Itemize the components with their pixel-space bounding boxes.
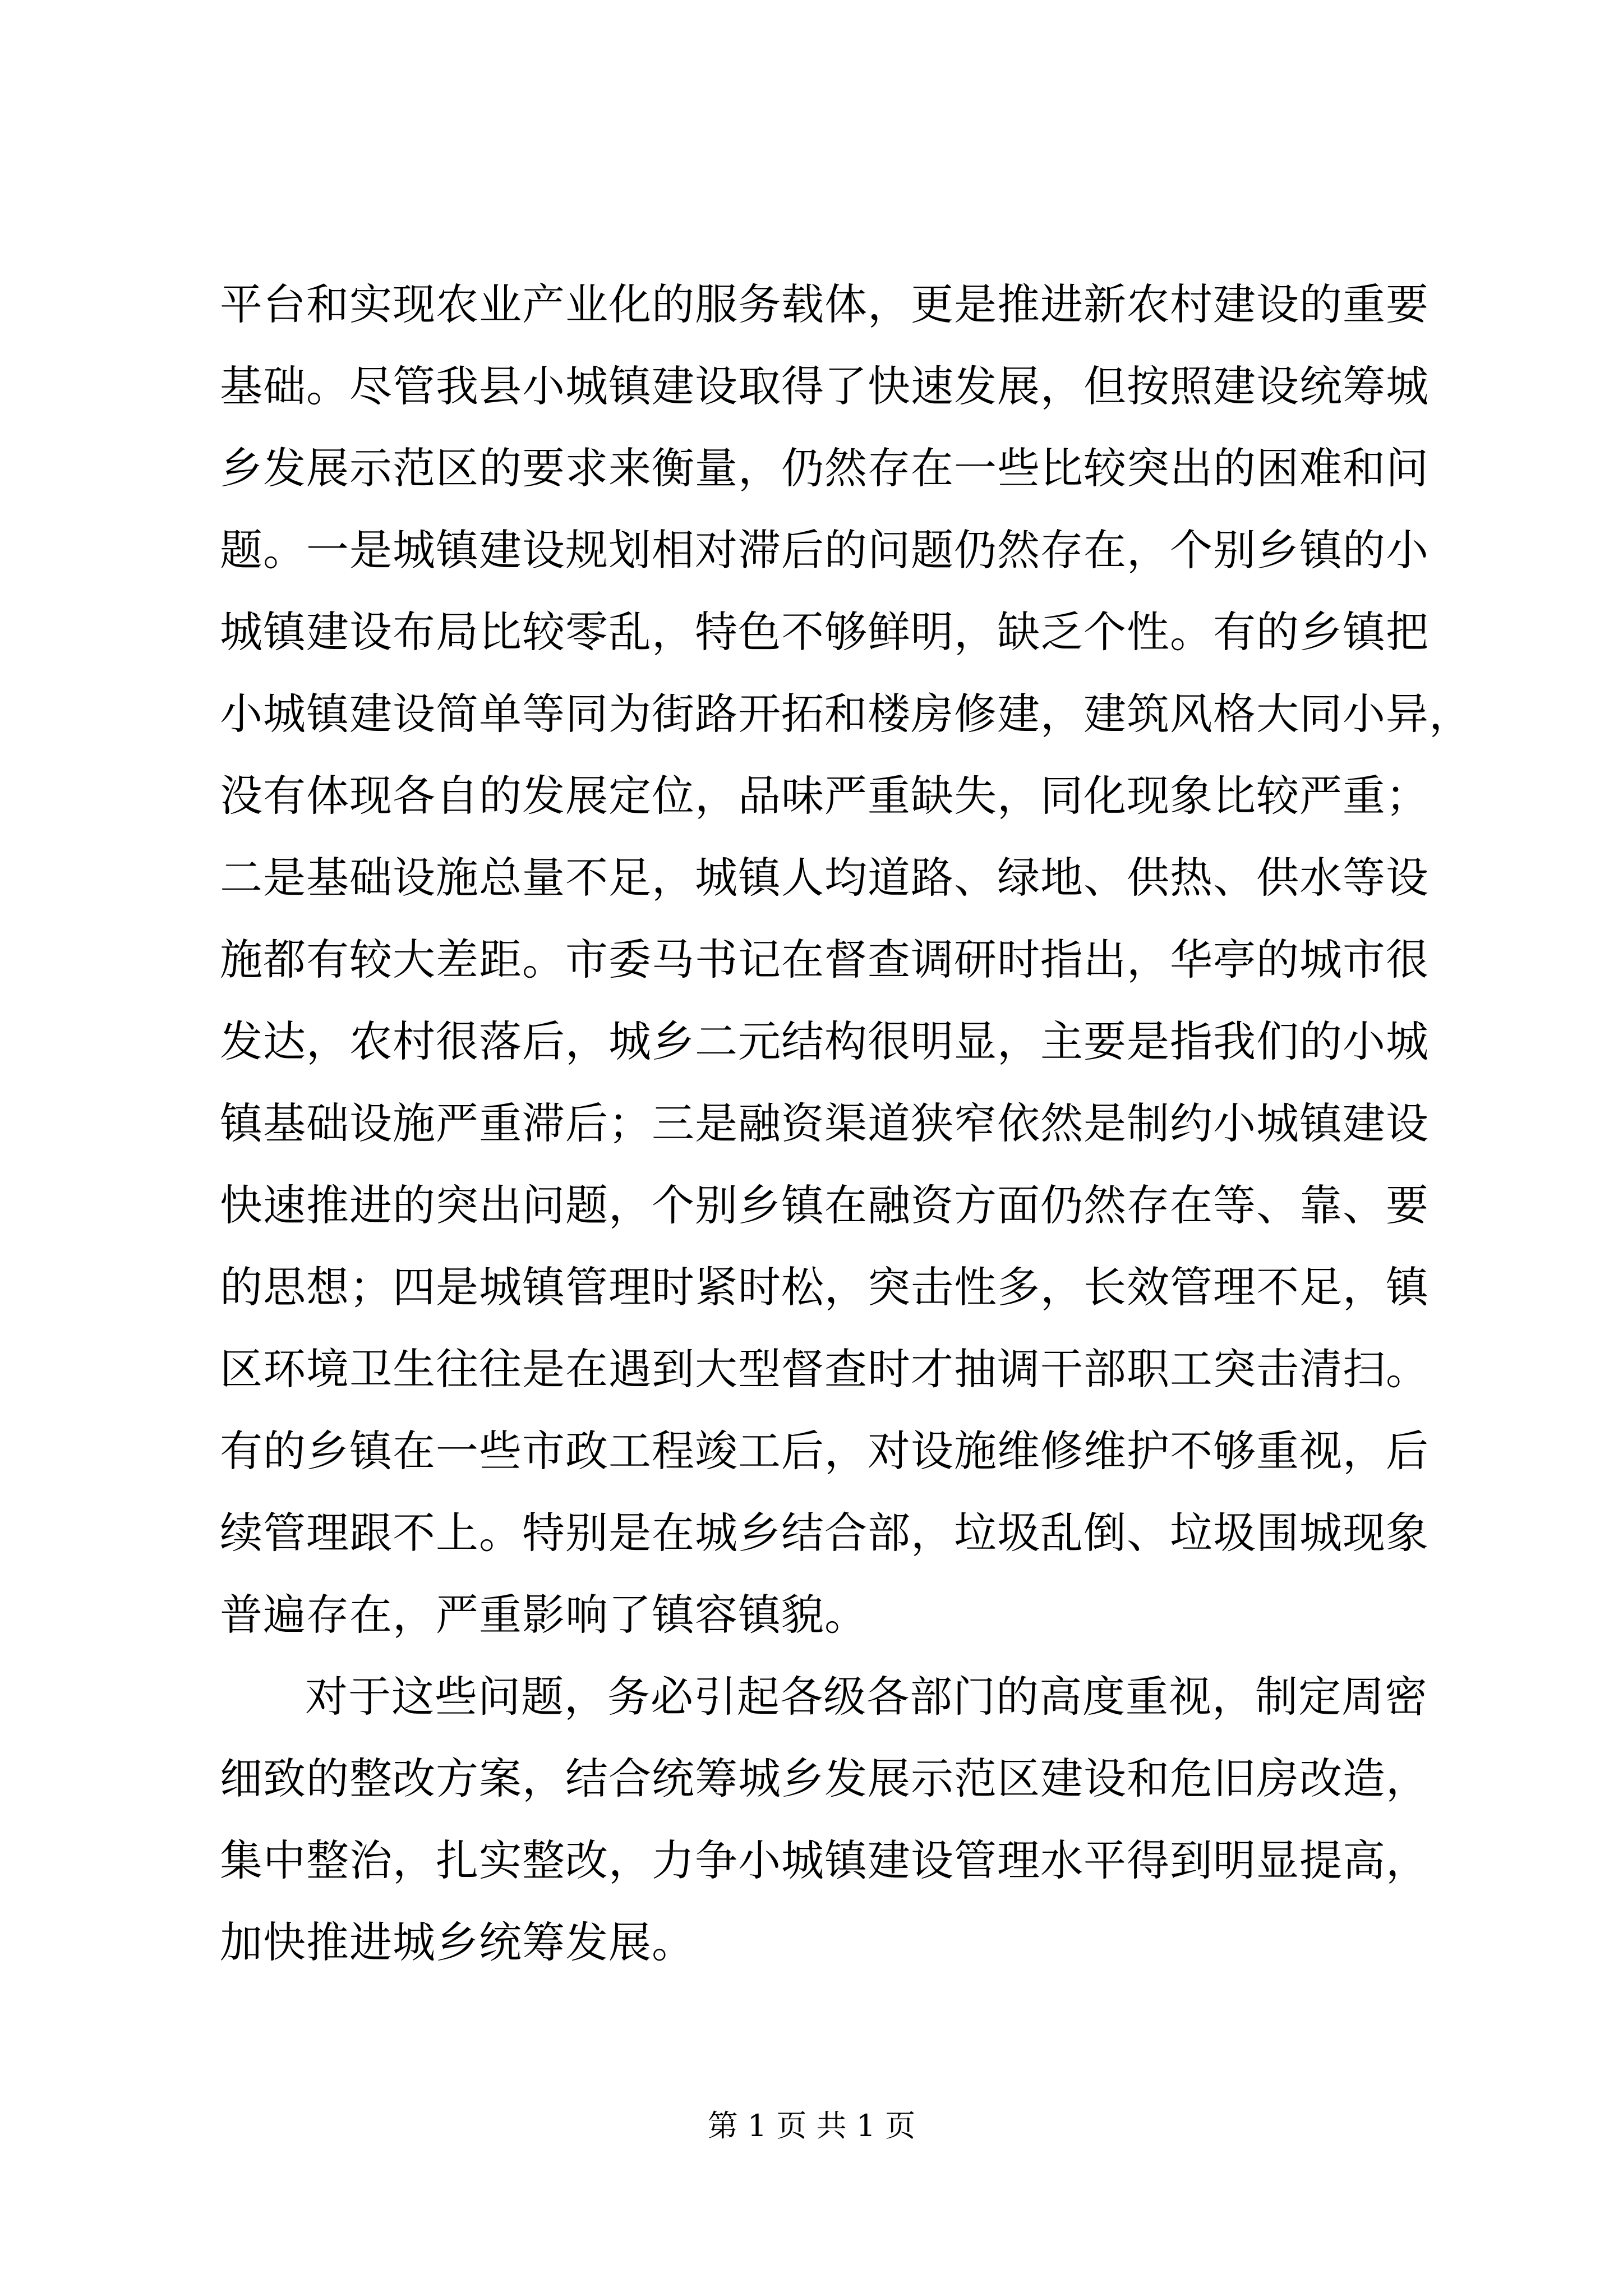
page-number-footer: 第 1 页 共 1 页 — [707, 2108, 916, 2143]
paragraph-line: 镇基础设施严重滞后；三是融资渠道狭窄依然是制约小城镇建设 — [220, 1098, 1429, 1148]
paragraph-1 — [220, 264, 1472, 1656]
document-body — [220, 264, 1472, 1984]
paragraph-line: 区环境卫生往往是在遇到大型督查时才抽调干部职工突击清扫。 — [220, 1344, 1429, 1394]
paragraph-line: 基础。尽管我县小城镇建设取得了快速发展，但按照建设统筹城 — [220, 361, 1429, 411]
paragraph-line: 续管理跟不上。特别是在城乡结合部，垃圾乱倒、垃圾围城现象 — [220, 1508, 1429, 1558]
paragraph-line: 城镇建设布局比较零乱，特色不够鲜明，缺乏个性。有的乡镇把 — [220, 607, 1429, 657]
paragraph-line: 集中整治，扎实整改，力争小城镇建设管理水平得到明显提高， — [220, 1835, 1429, 1885]
paragraph-line: 题。一是城镇建设规划相对滞后的问题仍然存在，个别乡镇的小 — [220, 525, 1429, 575]
paragraph-line: 的思想；四是城镇管理时紧时松，突击性多，长效管理不足，镇 — [220, 1262, 1429, 1312]
paragraph-line: 乡发展示范区的要求来衡量，仍然存在一些比较突出的困难和问 — [220, 443, 1429, 493]
paragraph-2 — [220, 1656, 1429, 1984]
paragraph-line: 快速推进的突出问题，个别乡镇在融资方面仍然存在等、靠、要 — [220, 1180, 1429, 1230]
paragraph-line: 加快推进城乡统筹发展。 — [220, 1917, 695, 1967]
paragraph-line: 小城镇建设简单等同为街路开拓和楼房修建，建筑风格大同小异， — [220, 689, 1472, 739]
paragraph-line: 发达，农村很落后，城乡二元结构很明显，主要是指我们的小城 — [220, 1016, 1429, 1066]
paragraph-line: 没有体现各自的发展定位，品味严重缺失，同化现象比较严重； — [220, 771, 1429, 821]
paragraph-line: 普遍存在，严重影响了镇容镇貌。 — [220, 1590, 868, 1640]
paragraph-line: 有的乡镇在一些市政工程竣工后，对设施维修维护不够重视，后 — [220, 1426, 1429, 1476]
paragraph-line: 二是基础设施总量不足，城镇人均道路、绿地、供热、供水等设 — [220, 853, 1429, 903]
paragraph-line: 施都有较大差距。市委马书记在督查调研时指出，华亭的城市很 — [220, 935, 1429, 984]
paragraph-line: 平台和实现农业产业化的服务载体，更是推进新农村建设的重要 — [220, 279, 1429, 329]
paragraph-line: 对于这些问题，务必引起各级各部门的高度重视，制定周密 — [305, 1672, 1428, 1722]
paragraph-line: 细致的整改方案，结合统筹城乡发展示范区建设和危旧房改造， — [220, 1754, 1429, 1803]
